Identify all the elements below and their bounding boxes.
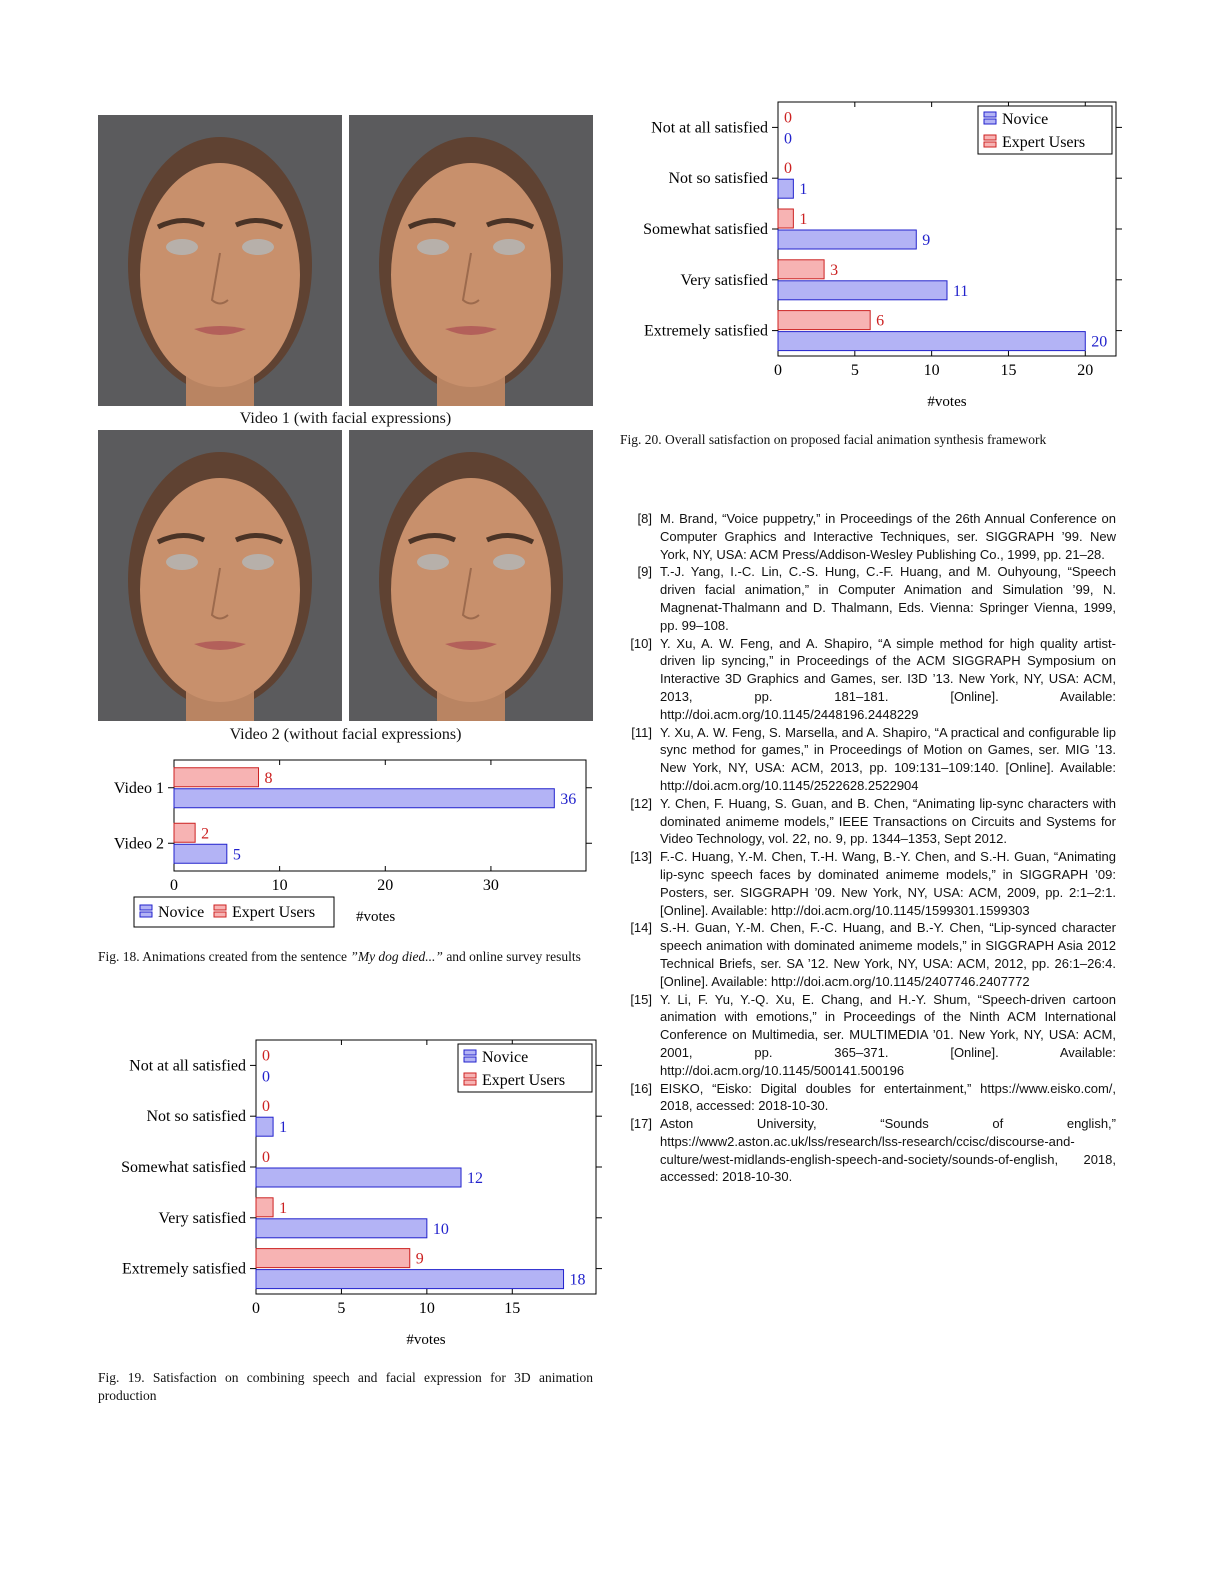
bar-novice	[174, 844, 227, 863]
legend-novice-label: Novice	[482, 1049, 529, 1066]
reference-item	[616, 510, 1116, 563]
reference-number: [10]	[630, 635, 652, 651]
reference-number: [11]	[631, 724, 652, 740]
face-image-video2-right	[349, 430, 593, 721]
legend-expert-label: Expert Users	[232, 904, 316, 921]
reference-item	[616, 919, 1116, 990]
bar-novice	[256, 1270, 564, 1289]
category-label: Not so satisfied	[146, 1108, 246, 1126]
reference-item	[616, 563, 1116, 634]
x-tick-label: 20	[377, 877, 394, 894]
right-eye	[493, 554, 525, 570]
reference-item	[616, 991, 1116, 1080]
legend-novice-swatch	[140, 912, 152, 917]
x-tick-label: 15	[1000, 362, 1017, 379]
bar-expert	[778, 311, 870, 330]
category-label: Somewhat satisfied	[121, 1159, 246, 1176]
bar-label-expert: 0	[784, 109, 792, 127]
face-image-video1-right	[349, 115, 593, 406]
fig18-caption-suffix: and online survey results	[442, 949, 581, 964]
reference-item	[616, 635, 1116, 724]
face-shape	[140, 478, 300, 702]
bar-novice	[778, 332, 1085, 351]
bar-expert	[174, 768, 259, 787]
legend-expert-label: Expert Users	[482, 1072, 566, 1089]
bar-label-expert: 8	[264, 769, 273, 787]
x-tick-label: 10	[271, 877, 288, 894]
bar-label-expert: 0	[262, 1047, 270, 1065]
bar-label-novice: 12	[467, 1170, 484, 1187]
bar-label-novice: 36	[560, 790, 577, 808]
face-shape	[391, 163, 551, 387]
bar-novice	[778, 281, 947, 300]
x-tick-label: 5	[337, 1300, 346, 1317]
bar-label-novice: 1	[799, 181, 808, 199]
bar-label-expert: 0	[784, 160, 792, 178]
bar-novice	[174, 789, 554, 808]
legend-expert-swatch	[464, 1080, 476, 1085]
reference-text: EISKO, “Eisko: Digital doubles for entertainment,” https://www.eisko.com/, 2018, accessed: 2018-10-30.	[660, 1080, 1116, 1114]
bar-label-novice: 18	[569, 1271, 586, 1289]
right-eye	[493, 239, 525, 255]
x-tick-label: 0	[170, 877, 178, 894]
face-shape	[140, 163, 300, 387]
left-eye	[166, 239, 198, 255]
face-illustration	[98, 430, 342, 721]
fig18-caption	[98, 948, 593, 966]
x-tick-label: 10	[923, 362, 940, 379]
fig18-chart-svg	[90, 755, 610, 935]
reference-number: [15]	[630, 991, 652, 1007]
bar-label-novice: 1	[279, 1119, 288, 1137]
bar-expert	[256, 1249, 410, 1268]
reference-text: F.-C. Huang, Y.-M. Chen, T.-H. Wang, B.-Y. Chen, and S.-H. Guan, “Animating lip-sync speech faces by dominated animeme models,” in SIGGRAPH ’09: Posters, ser. SIGGRAPH ’09. New York, NY, USA: ACM, 2009, pp. 2:1–2:1. [Online]. Available: http://doi.acm.org/10.1145/1599301.1599303	[660, 849, 1116, 918]
fig19-caption: Fig. 19. Satisfaction on combining speech and facial expression for 3D animation production	[98, 1370, 593, 1403]
category-label: Somewhat satisfied	[643, 221, 768, 238]
bar-label-novice: 5	[232, 846, 241, 864]
legend-novice-swatch	[140, 905, 152, 910]
legend-novice-swatch	[984, 119, 996, 124]
right-eye	[242, 239, 274, 255]
face-shape	[391, 478, 551, 702]
reference-item	[616, 795, 1116, 848]
category-label: Very satisfied	[158, 1209, 246, 1227]
reference-number: [9]	[637, 564, 652, 580]
legend-expert-label: Expert Users	[1002, 134, 1086, 151]
category-label: Not at all satisfied	[651, 119, 768, 137]
x-tick-label: 30	[482, 877, 499, 894]
face-image-video2-left	[98, 430, 342, 721]
bar-novice	[256, 1168, 461, 1187]
x-axis-label: #votes	[406, 1332, 446, 1348]
references-list	[616, 510, 1116, 1186]
category-label: Very satisfied	[680, 271, 768, 289]
bar-label-novice: 20	[1091, 333, 1108, 351]
bar-label-expert: 1	[279, 1199, 288, 1217]
fig20-chart-svg	[612, 92, 1132, 412]
fig18-caption-prefix: Fig. 18. Animations created from the sentence	[98, 949, 351, 964]
reference-item	[616, 1080, 1116, 1116]
bar-label-expert: 2	[201, 825, 210, 843]
x-tick-label: 20	[1077, 362, 1094, 379]
category-label: Video 1	[113, 779, 164, 797]
legend-expert-swatch	[214, 912, 226, 917]
legend-expert-swatch	[984, 142, 996, 147]
bar-label-novice: 9	[922, 232, 931, 249]
legend-expert-swatch	[214, 905, 226, 910]
x-axis-label: #votes	[356, 909, 396, 925]
bar-label-novice: 0	[262, 1068, 270, 1086]
reference-number: [13]	[630, 849, 652, 865]
right-eye	[242, 554, 274, 570]
bar-label-expert: 0	[262, 1149, 270, 1166]
legend-novice-label: Novice	[158, 904, 205, 921]
reference-text: T.-J. Yang, I.-C. Lin, C.-S. Hung, C.-F. Huang, and M. Ouhyoung, “Speech driven facial animation,” in Computer Animation and Simulation ’99, N. Magnenat-Thalmann and D. Thalmann, Eds. Vienna: Springer Vienna, 1999, pp. 99–108.	[660, 564, 1116, 633]
reference-text: Y. Li, F. Yu, Y.-Q. Xu, E. Chang, and H.-Y. Shum, “Speech-driven cartoon animation with emotions,” in Proceedings of the Ninth ACM International Conference on Multimedia, ser. MULTIMEDIA ’01. New York, NY, USA: ACM, 2001, pp. 365–371. [Online]. Available: http://doi.acm.org/10.1145/500141.500196	[660, 991, 1116, 1078]
bar-novice	[256, 1117, 273, 1136]
legend-novice-swatch	[984, 112, 996, 117]
category-label: Video 2	[113, 835, 164, 853]
bar-novice	[256, 1219, 427, 1238]
x-tick-label: 0	[252, 1300, 260, 1317]
reference-text: S.-H. Guan, Y.-M. Chen, F.-C. Huang, and B.-Y. Chen, “Lip-synced character speech animation with dominated animeme models,” in SIGGRAPH Asia 2012 Technical Briefs, ser. SA ’12. New York, NY, USA: ACM, 2012, pp. 26:1–26:4. [Online]. Available: http://doi.acm.org/10.1145/2407746.2407772	[660, 920, 1116, 989]
reference-item	[616, 1115, 1116, 1186]
reference-number: [16]	[630, 1080, 652, 1096]
chart-fig18	[90, 755, 610, 935]
category-label: Not at all satisfied	[129, 1057, 246, 1075]
bar-label-expert: 9	[415, 1250, 424, 1268]
category-label: Extremely satisfied	[122, 1260, 246, 1278]
chart-fig19	[90, 1030, 610, 1350]
reference-number: [14]	[630, 920, 652, 936]
x-tick-label: 15	[504, 1300, 521, 1317]
bar-expert	[256, 1198, 273, 1217]
bar-novice	[778, 230, 916, 249]
video1-caption: Video 1 (with facial expressions)	[239, 410, 452, 427]
reference-text: Aston University, “Sounds of english,” https://www2.aston.ac.uk/lss/research/lss-research/ccisc/discourse-and-culture/west-midlands-english-speech-and-society/sounds-of-english, 2018, accessed: 2018-10-30.	[660, 1116, 1116, 1185]
category-label: Extremely satisfied	[644, 322, 768, 340]
bar-label-novice: 10	[432, 1220, 449, 1238]
bar-label-expert: 0	[262, 1098, 270, 1116]
reference-text: Y. Xu, A. W. Feng, and A. Shapiro, “A simple method for high quality artist-driven lip syncing,” in Proceedings of the ACM SIGGRAPH Symposium on Interactive 3D Graphics and Games, ser. I3D ’13. New York, NY, USA: ACM, 2013, pp. 181–181. [Online]. Available: http://doi.acm.org/10.1145/2448196.2448229	[660, 635, 1116, 722]
fig19-chart-svg	[90, 1030, 610, 1350]
bar-label-expert: 1	[799, 211, 808, 228]
left-eye	[417, 554, 449, 570]
face-image-video1-left	[98, 115, 342, 406]
x-tick-label: 5	[850, 362, 859, 379]
reference-number: [17]	[630, 1116, 652, 1132]
reference-text: M. Brand, “Voice puppetry,” in Proceedings of the 26th Annual Conference on Computer Graphics and Interactive Techniques, ser. SIGGRAPH ’99. New York, NY, USA: ACM Press/Addison-Wesley Publishing Co., 1999, pp. 21–28.	[660, 511, 1116, 562]
bar-expert	[778, 209, 793, 228]
reference-item	[616, 724, 1116, 795]
video2-caption: Video 2 (without facial expressions)	[229, 726, 462, 743]
reference-number: [12]	[630, 795, 652, 811]
face-illustration	[349, 430, 593, 721]
reference-number: [8]	[637, 511, 652, 526]
left-eye	[166, 554, 198, 570]
fig20-caption: Fig. 20. Overall satisfaction on proposed facial animation synthesis framework	[620, 432, 1047, 447]
reference-text: Y. Chen, F. Huang, S. Guan, and B. Chen, “Animating lip-sync characters with dominated animeme models,” IEEE Transactions on Circuits and Systems for Video Technology, vol. 22, no. 9, pp. 1344–1353, Sept 2012.	[660, 795, 1116, 847]
bar-novice	[778, 179, 793, 198]
legend-novice-label: Novice	[1002, 111, 1049, 128]
fig18-caption-quote: ”My dog died...”	[350, 949, 443, 964]
category-label: Not so satisfied	[668, 170, 768, 188]
legend-expert-swatch	[464, 1073, 476, 1078]
legend-novice-swatch	[464, 1057, 476, 1062]
face-illustration	[98, 115, 342, 406]
reference-text: Y. Xu, A. W. Feng, S. Marsella, and A. Shapiro, “A practical and configurable lip sync method for games,” in Proceedings of Motion on Games, ser. MIG ’13. New York, NY, USA: ACM, 2013, pp. 109:131–109:140. [Online]. Available: http://doi.acm.org/10.1145/2522628.2522904	[660, 724, 1116, 793]
face-illustration	[349, 115, 593, 406]
bar-label-novice: 0	[784, 130, 792, 148]
bar-expert	[778, 260, 824, 279]
x-axis-label: #votes	[927, 394, 967, 410]
x-tick-label: 10	[418, 1300, 435, 1317]
legend-novice-swatch	[464, 1050, 476, 1055]
chart-fig20	[612, 92, 1132, 412]
bar-label-novice: 11	[953, 282, 969, 300]
x-tick-label: 0	[774, 362, 782, 379]
bar-label-expert: 3	[830, 261, 839, 279]
bar-label-expert: 6	[876, 312, 885, 330]
legend-expert-swatch	[984, 135, 996, 140]
reference-item	[616, 848, 1116, 919]
bar-expert	[174, 823, 195, 842]
left-eye	[417, 239, 449, 255]
